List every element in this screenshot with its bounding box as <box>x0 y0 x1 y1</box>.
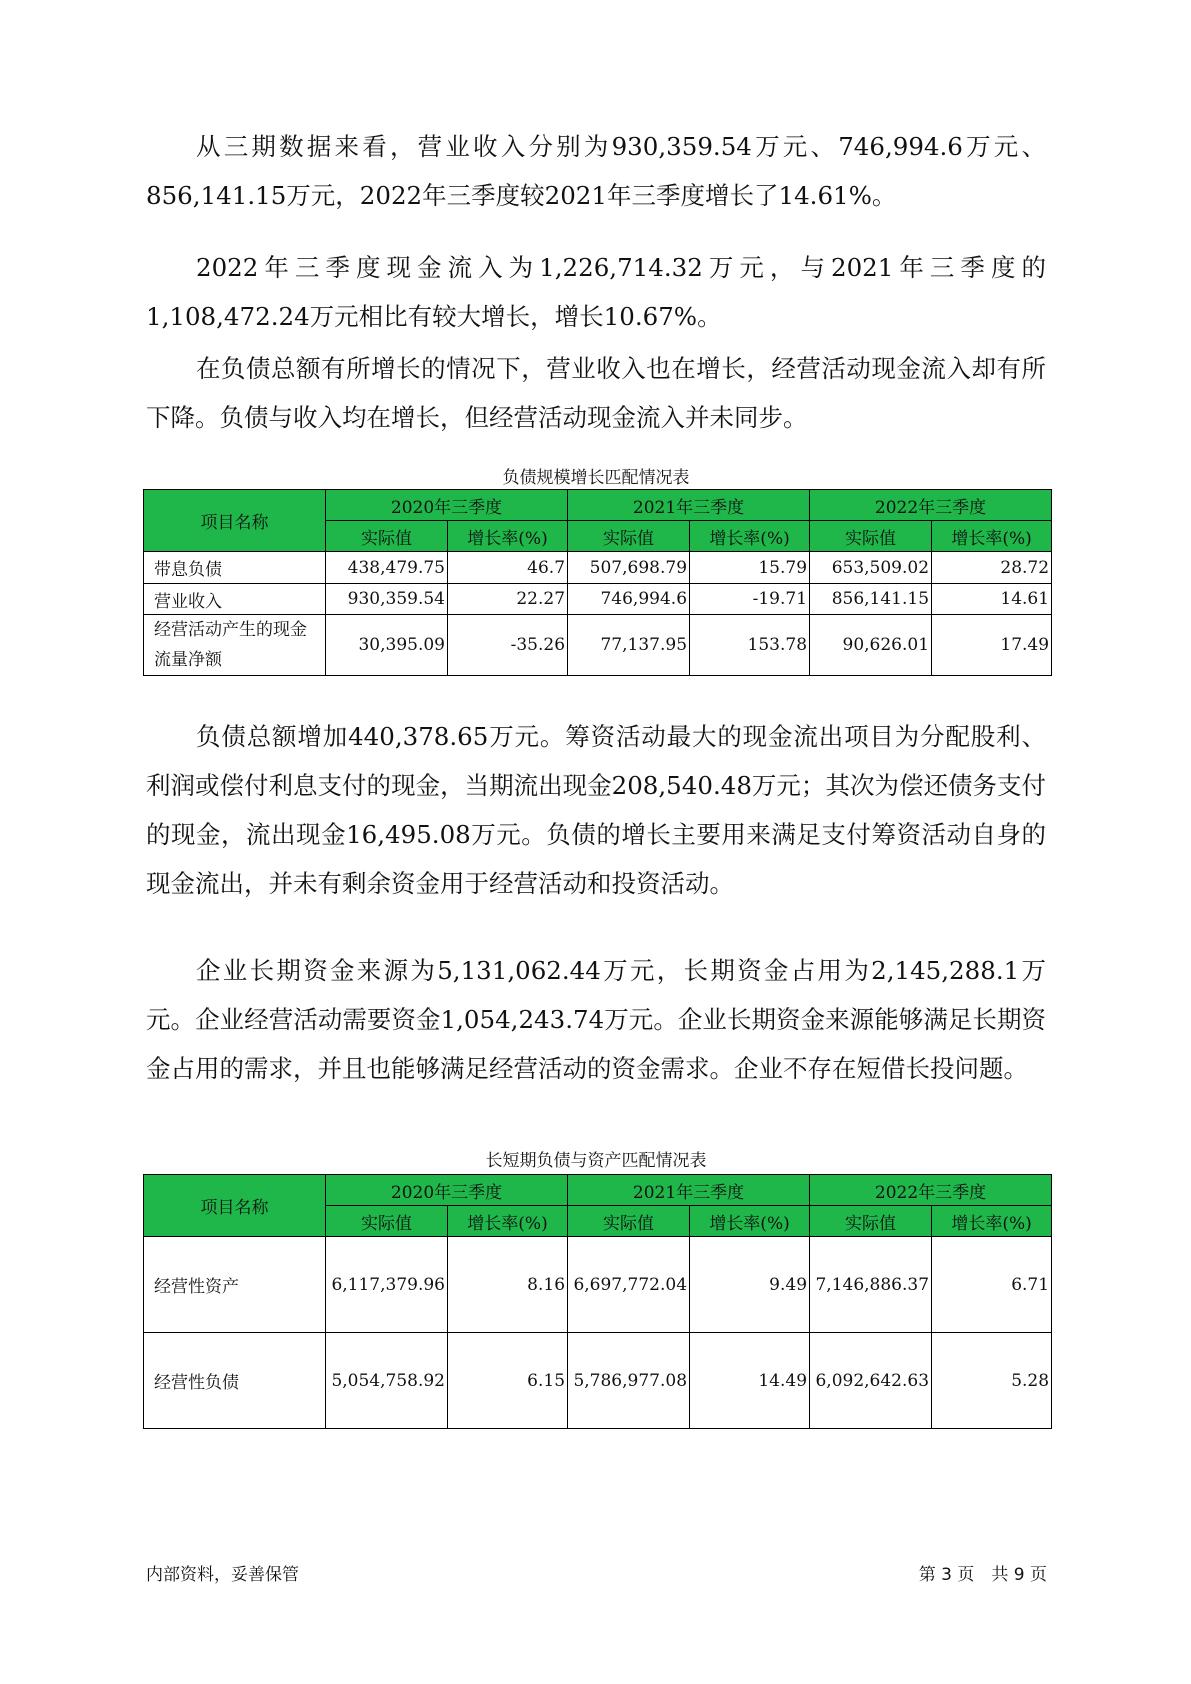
cell-rate: 17.49 <box>932 615 1052 676</box>
header-actual-value: 实际值 <box>326 521 448 552</box>
header-growth-rate: 增长率(%) <box>690 1206 810 1237</box>
cell-rate: 22.27 <box>448 584 568 615</box>
cell-value: 6,092,642.63 <box>810 1333 932 1429</box>
paragraph-cash-inflow: 2022年三季度现金流入为1,226,714.32万元，与2021年三季度的1,108,472.24万元相比有较大增长，增长10.67%。 <box>146 253 1046 331</box>
header-period-2021: 2021年三季度 <box>568 490 810 521</box>
paragraph-debt-revenue: 在负债总额有所增长的情况下，营业收入也在增长，经营活动现金流入却有所下降。负债与收入均在增长，但经营活动现金流入并未同步。 <box>146 354 1046 432</box>
cell-value: 90,626.01 <box>810 615 932 676</box>
cell-value: 6,117,379.96 <box>326 1237 448 1333</box>
cell-value: 30,395.09 <box>326 615 448 676</box>
header-actual-value: 实际值 <box>568 1206 690 1237</box>
cell-rate: 5.28 <box>932 1333 1052 1429</box>
cell-rate: 14.61 <box>932 584 1052 615</box>
cell-rate: 6.15 <box>448 1333 568 1429</box>
cell-rate: 14.49 <box>690 1333 810 1429</box>
header-actual-value: 实际值 <box>326 1206 448 1237</box>
row-name: 带息负债 <box>144 552 326 584</box>
cell-value: 5,054,758.92 <box>326 1333 448 1429</box>
cell-value: 653,509.02 <box>810 552 932 584</box>
cell-value: 856,141.15 <box>810 584 932 615</box>
header-item-name: 项目名称 <box>144 1175 326 1237</box>
cell-rate: -19.71 <box>690 584 810 615</box>
header-period-2022: 2022年三季度 <box>810 490 1052 521</box>
table2-caption: 长短期负债与资产匹配情况表 <box>485 1151 707 1171</box>
row-name: 经营性资产 <box>144 1237 326 1333</box>
table1-caption: 负债规模增长匹配情况表 <box>502 468 690 488</box>
header-growth-rate: 增长率(%) <box>932 1206 1052 1237</box>
cell-value: 507,698.79 <box>568 552 690 584</box>
header-period-2020: 2020年三季度 <box>326 1175 568 1206</box>
asset-liability-table <box>143 1174 1052 1429</box>
row-name: 经营活动产生的现金流量净额 <box>144 615 326 676</box>
header-item-name: 项目名称 <box>144 490 326 552</box>
cell-rate: 46.7 <box>448 552 568 584</box>
header-growth-rate: 增长率(%) <box>448 1206 568 1237</box>
debt-growth-table <box>143 489 1052 676</box>
paragraph-debt-total: 负债总额增加440,378.65万元。筹资活动最大的现金流出项目为分配股利、利润或偿付利息支付的现金，当期流出现金208,540.48万元；其次为偿还债务支付的现金，流出现金16,495.08万元。负债的增长主要用来满足支付筹资活动自身的现金流出，并未有剩余资金用于经营活动和投资活动。 <box>146 722 1046 898</box>
footer-confidential-note: 内部资料，妥善保管 <box>146 1565 299 1585</box>
header-period-2022: 2022年三季度 <box>810 1175 1052 1206</box>
header-actual-value: 实际值 <box>568 521 690 552</box>
cell-rate: 28.72 <box>932 552 1052 584</box>
cell-rate: 15.79 <box>690 552 810 584</box>
header-actual-value: 实际值 <box>810 1206 932 1237</box>
header-growth-rate: 增长率(%) <box>448 521 568 552</box>
cell-rate: 6.71 <box>932 1237 1052 1333</box>
table-row <box>144 1237 1052 1333</box>
cell-value: 438,479.75 <box>326 552 448 584</box>
header-growth-rate: 增长率(%) <box>932 521 1052 552</box>
cell-rate: -35.26 <box>448 615 568 676</box>
header-growth-rate: 增长率(%) <box>690 521 810 552</box>
header-period-2021: 2021年三季度 <box>568 1175 810 1206</box>
header-actual-value: 实际值 <box>810 521 932 552</box>
header-period-2020: 2020年三季度 <box>326 490 568 521</box>
row-name: 经营性负债 <box>144 1333 326 1429</box>
paragraph-revenue: 从三期数据来看，营业收入分别为930,359.54万元、746,994.6万元、856,141.15万元，2022年三季度较2021年三季度增长了14.61%。 <box>146 132 1046 210</box>
cell-value: 7,146,886.37 <box>810 1237 932 1333</box>
cell-rate: 9.49 <box>690 1237 810 1333</box>
cell-value: 746,994.6 <box>568 584 690 615</box>
cell-value: 5,786,977.08 <box>568 1333 690 1429</box>
paragraph-long-term-funds: 企业长期资金来源为5,131,062.44万元，长期资金占用为2,145,288.1万元。企业经营活动需要资金1,054,243.74万元。企业长期资金来源能够满足长期资金占用的需求，并且也能够满足经营活动的资金需求。企业不存在短借长投问题。 <box>146 956 1046 1083</box>
cell-value: 77,137.95 <box>568 615 690 676</box>
cell-value: 930,359.54 <box>326 584 448 615</box>
table-row <box>144 552 1052 584</box>
table-row <box>144 615 1052 676</box>
table-row <box>144 1333 1052 1429</box>
table-row <box>144 584 1052 615</box>
cell-rate: 8.16 <box>448 1237 568 1333</box>
cell-rate: 153.78 <box>690 615 810 676</box>
footer-page-number: 第 3 页 共 9 页 <box>918 1565 1047 1585</box>
cell-value: 6,697,772.04 <box>568 1237 690 1333</box>
row-name: 营业收入 <box>144 584 326 615</box>
